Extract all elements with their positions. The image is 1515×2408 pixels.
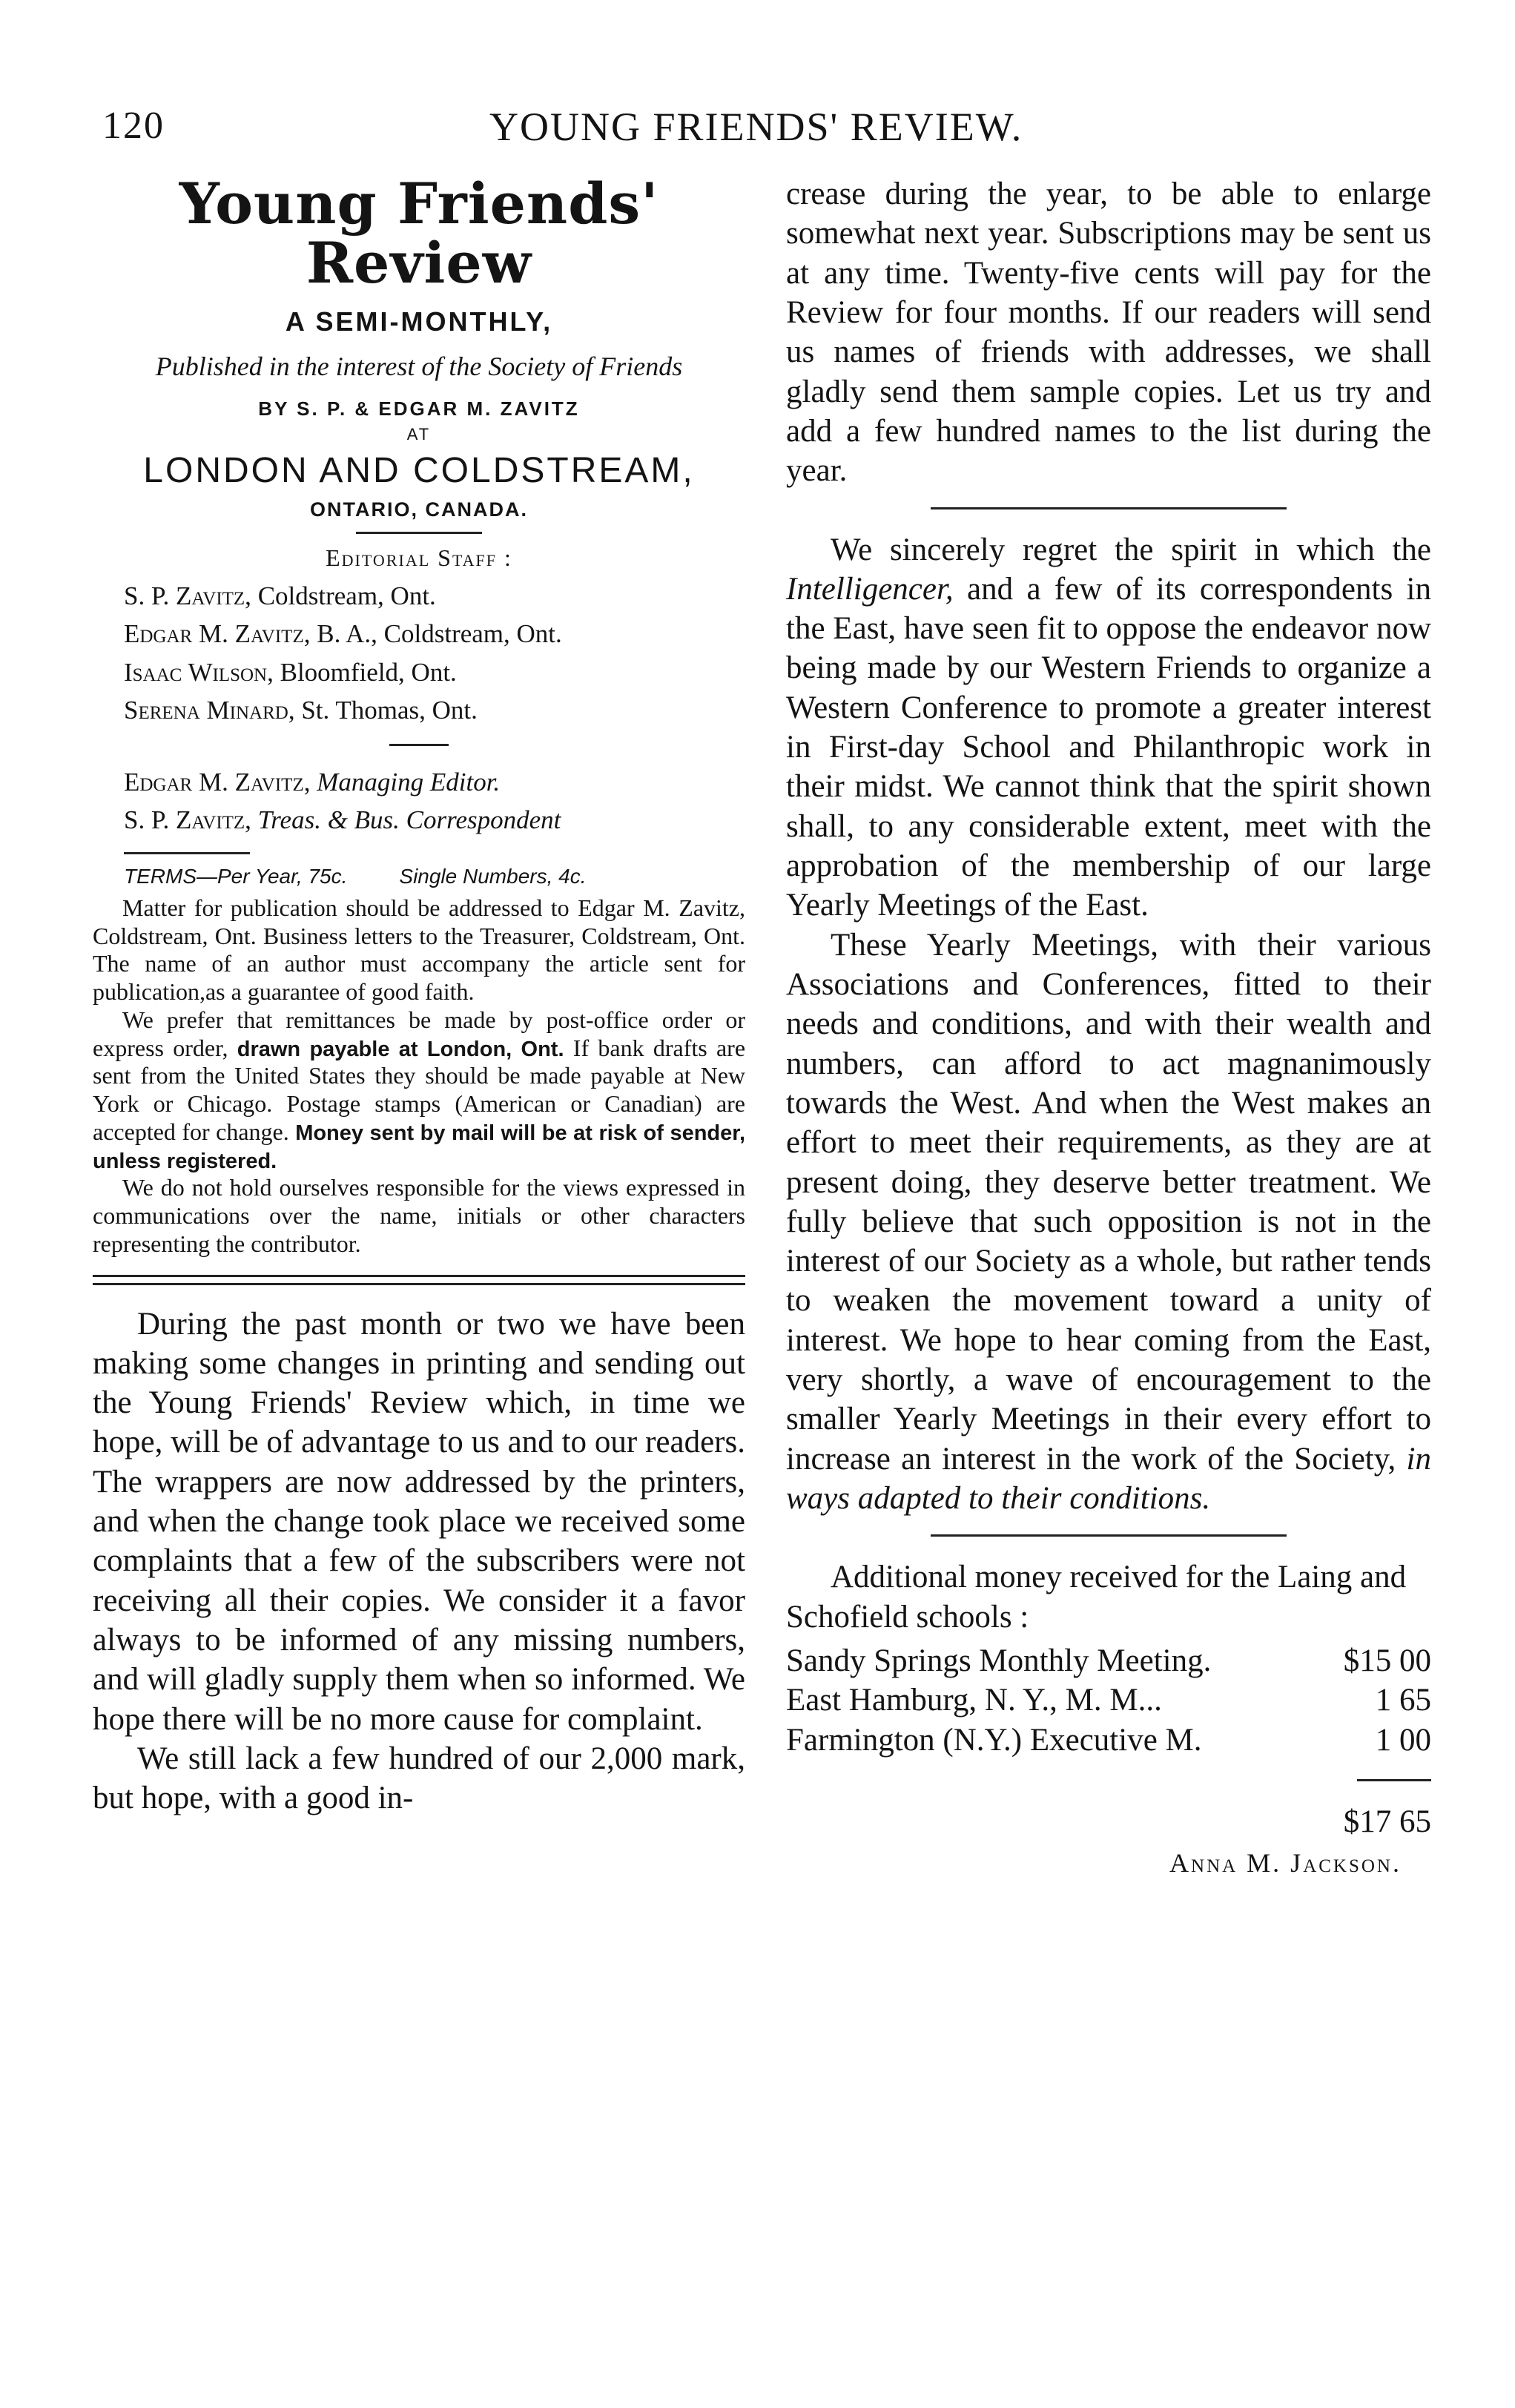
donation-row: East Hamburg, N. Y., M. M... 1 65 [786,1683,1431,1718]
masthead-subtitle: A SEMI-MONTHLY, [285,306,553,337]
article-paragraph: We sincerely regret the spirit in which the Intelligencer, and a few of its correspondents in the East, have seen fit to oppose the endeavor now being made by our Western Friends to organize a Western Conference to promote a greater interest in First-day School and Philanthropic work in their midst. We cannot think that the spirit shown shall, to any considerable extent, meet with the approbation of the membership of our large Yearly Meetings of the East. [786,532,1431,923]
divider [124,852,250,854]
treasurer-line: S. P. Zavitz, Treas. & Bus. Correspondent [124,805,561,835]
province-line: ONTARIO, CANADA. [310,498,528,521]
staff-member: S. P. Zavitz, Coldstream, Ont. [124,581,436,610]
notice-address: Matter for publication should be addressed to Edgar M. Zavitz, Coldstream, Ont. Business letters to the Treasurer, Coldstream, Ont. The name of an author must accompany the article sent for publication,as a guarantee of good faith. [93,894,745,1006]
article-paragraph: We still lack a few hundred of our 2,000 mark, but hope, with a good in- [93,1741,745,1816]
managing-editor-line: Edgar M. Zavitz, Managing Editor. [124,767,501,796]
double-rule [93,1275,745,1285]
staff-member: Edgar M. Zavitz, B. A., Coldstream, Ont. [124,619,562,649]
donations-intro: Additional money received for the Laing and Schofield schools : [786,1560,1407,1635]
sum-rule [1357,1779,1431,1781]
masthead-title: Young Friends' Review [179,171,659,296]
published-note: Published in the interest of the Society of Friends [155,351,683,381]
staff-heading: Editorial Staff : [326,544,512,571]
divider [931,1534,1287,1537]
signature: Anna M. Jackson. [1169,1847,1402,1878]
byline: BY S. P. & EDGAR M. ZAVITZ [258,397,580,420]
donations-total: $17 65 [1343,1804,1431,1839]
article-paragraph: These Yearly Meetings, with their various Associations and Conferences, fitted to their needs and conditions, and with their wealth and numbers, can afford to act magnanimously towards the West. And when the West makes an effort to meet their requirements, as they are at present doing, they deserve better treatment. We fully believe that such opposition is not in the interest of our Society as a whole, but rather tends to weaken the movement toward a unity of interest. We hope to hear coming from the East, very shortly, a wave of encouragement to the smaller Yearly Meetings in their every effort to increase an interest in the work of the Society, in ways adapted to their conditions. [786,927,1431,1516]
staff-member: Serena Minard, St. Thomas, Ont. [124,696,478,725]
donation-row: Farmington (N.Y.) Executive M. 1 00 [786,1722,1431,1758]
staff-member: Isaac Wilson, Bloomfield, Ont. [124,657,457,687]
page-number: 120 [102,105,165,147]
at-label: AT [406,424,432,443]
notice-responsibility: We do not hold ourselves responsible for the views expressed in communications over the name, initials or other characters representing the contributor. [93,1174,745,1257]
terms-line: TERMS—Per Year, 75c. Single Numbers, 4c. [124,864,587,888]
running-title: YOUNG FRIENDS' REVIEW. [489,105,1023,149]
right-column [786,174,1431,1878]
left-column [93,171,746,1818]
divider [931,507,1287,509]
article-paragraph: During the past month or two we have been making some changes in printing and sending out the Young Friends' Review which, in time we hope, will be of advantage to us and to our readers. The wrappers are now addressed by the printers, and when the change took place we received some complaints that a few of the subscribers were not receiving all their copies. We consider it a favor always to be informed of any missing numbers, and will gladly supply them when so informed. We hope there will be no more cause for complaint. [93,1306,745,1737]
cities-line: LONDON AND COLDSTREAM, [143,450,695,490]
divider [389,744,449,746]
article-paragraph: crease during the year, to be able to enlarge somewhat next year. Subscriptions may be sent us at any time. Twenty-five cents will pay for the Review for four months. If our readers will send us names of friends with addresses, we shall gladly send them sample copies. Let us try and add a few hundred names to the list during the year. [786,177,1431,489]
donation-row: Sandy Springs Monthly Meeting. $15 00 [786,1643,1431,1678]
page-header [0,104,1515,156]
notice-remittance: We prefer that remittances be made by post-office order or express order, drawn payable at London, Ont. If bank drafts are sent from the United States they should be made payable at New York or Chicago. Postage stamps (American or Canadian) are accepted for change. Money sent by mail will be at risk of sender, unless registered. [93,1006,746,1173]
divider [356,532,482,534]
